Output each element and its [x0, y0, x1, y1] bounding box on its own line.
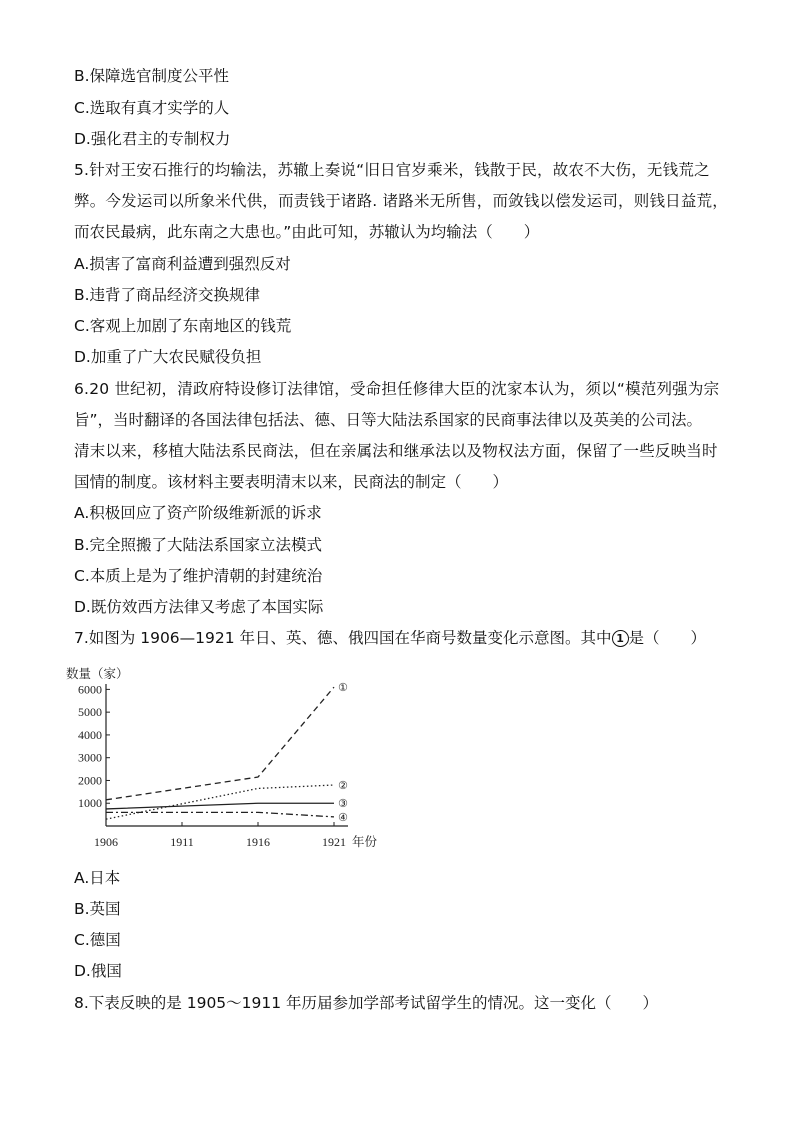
q7-circled-number: 1: [612, 630, 629, 647]
merchant-count-chart: [62, 658, 402, 858]
q5-stem-line3: 而农民最病，此东南之大患也。”由此可知，苏辙认为均输法（ ）: [74, 223, 540, 241]
series-label-1: ①: [338, 681, 348, 695]
x-tick-label: 1916: [246, 835, 270, 849]
q4-option-d: D.强化君主的专制权力: [74, 130, 231, 148]
q5-stem-line2: 弊。今发运司以所象米代供，而责钱于诸路. 诸路米无所售，而敛钱以偿发运司，则钱日益荒，: [74, 192, 728, 210]
y-axis-label: 数量（家）: [66, 666, 129, 681]
q8-stem: 8.下表反映的是 1905～1911 年历届参加学部考试留学生的情况。这一变化（ ）: [74, 994, 659, 1012]
q4-option-c: C.选取有真才实学的人: [74, 99, 230, 117]
x-tick-label: 1911: [170, 835, 194, 849]
q5-option-c: C.客观上加剧了东南地区的钱荒: [74, 317, 292, 335]
y-tick-label: 4000: [78, 727, 102, 742]
q5-stem-line1: 5.针对王安石推行的均输法，苏辙上奏说“旧日官岁乘米，钱散于民，故农不大伤，无钱荒之: [74, 161, 710, 179]
q6-stem-line4: 国情的制度。该材料主要表明清末以来，民商法的制定（ ）: [74, 473, 509, 491]
y-tick-label: 3000: [78, 750, 102, 765]
q6-stem-line2: 旨”，当时翻译的各国法律包括法、德、日等大陆法系国家的民商事法律以及英美的公司法。: [74, 411, 703, 429]
series-label-3: ③: [338, 797, 348, 811]
q4-option-b: B.保障选官制度公平性: [74, 67, 230, 85]
q7-stem: [74, 628, 706, 648]
q7-stem-text: 7.如图为 1906—1921 年日、英、德、俄四国在华商号数量变化示意图。其中: [74, 629, 612, 647]
q6-option-d: D.既仿效西方法律又考虑了本国实际: [74, 598, 324, 616]
x-tick-label: 1906: [94, 835, 118, 849]
series-line-1: [106, 687, 334, 800]
q5-option-d: D.加重了广大农民赋役负担: [74, 348, 262, 366]
x-tick-label: 1921: [322, 835, 346, 849]
q5-option-b: B.违背了商品经济交换规律: [74, 286, 261, 304]
q5-option-a: A.损害了富商利益遭到强烈反对: [74, 255, 291, 273]
q6-option-c: C.本质上是为了维护清朝的封建统治: [74, 567, 323, 585]
series-line-4: [106, 812, 334, 817]
q7-option-b: B.英国: [74, 900, 121, 918]
q7-option-d: D.俄国: [74, 962, 122, 980]
series-line-2: [106, 785, 334, 819]
q7-option-a: A.日本: [74, 869, 121, 887]
y-tick-label: 6000: [78, 682, 102, 697]
q7-stem-tail: 是（ ）: [628, 629, 707, 647]
y-tick-label: 5000: [78, 705, 102, 720]
series-label-4: ④: [338, 810, 348, 824]
series-label-2: ②: [338, 779, 348, 793]
q6-option-a: A.积极回应了资产阶级维新派的诉求: [74, 504, 322, 522]
q6-stem-line1: 6.20 世纪初，清政府特设修订法律馆，受命担任修律大臣的沈家本认为，须以“模范列强为宗: [74, 380, 720, 398]
series-line-3: [106, 803, 334, 809]
chart-svg: [62, 658, 402, 858]
q6-stem-line3: 清末以来，移植大陆法系民商法，但在亲属法和继承法以及物权法方面，保留了一些反映当时: [74, 442, 718, 460]
y-tick-label: 2000: [78, 773, 102, 788]
q7-option-c: C.德国: [74, 931, 121, 949]
y-tick-label: 1000: [78, 796, 102, 811]
q6-option-b: B.完全照搬了大陆法系国家立法模式: [74, 536, 323, 554]
x-axis-label: 年份: [352, 834, 378, 849]
